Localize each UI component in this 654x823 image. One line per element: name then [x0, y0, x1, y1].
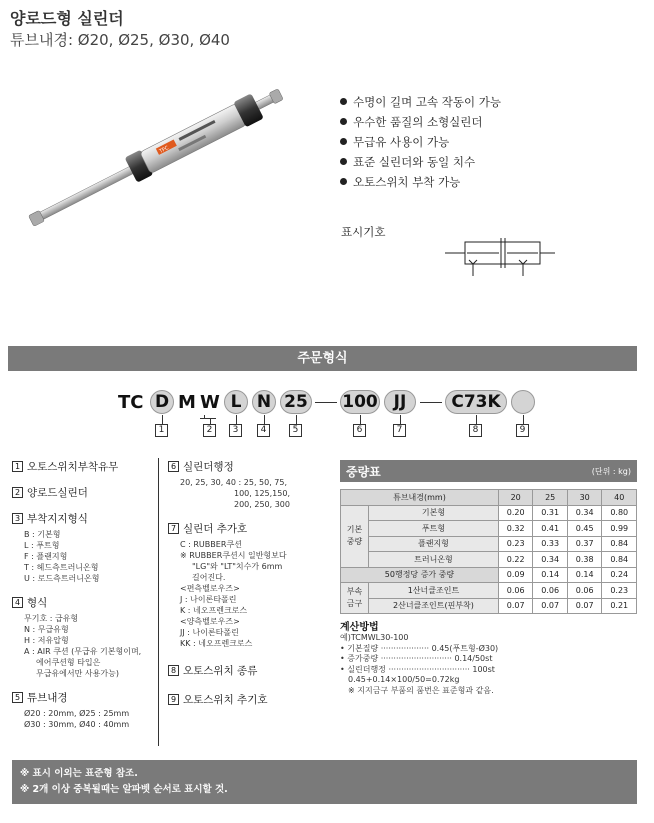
option-item: <편측벨로우즈>	[180, 584, 240, 593]
table-cell: 0.07	[498, 598, 533, 614]
connector-line	[162, 415, 163, 424]
option-item: T : 헤드측트러니온형	[24, 563, 99, 572]
option-item: KK : 네오프렌크로스	[180, 639, 253, 648]
section-title: 튜브내경	[27, 692, 68, 704]
feature-list	[340, 92, 501, 192]
calc-line: ※ 지지금구 부품의 품번은 표준형과 같음.	[348, 685, 494, 695]
bullet-icon	[340, 158, 347, 165]
section-number: 4	[12, 597, 23, 608]
table-header-cell: 40	[602, 490, 637, 506]
option-section	[12, 459, 157, 474]
section-title: 실린더 추가호	[183, 523, 248, 535]
option-item: L : 푸트형	[24, 541, 60, 550]
table-cell: 0.24	[602, 567, 637, 583]
table-cell: 0.09	[498, 567, 533, 583]
table-cell: 0.80	[602, 505, 637, 521]
feature-item: 표준 실린더와 동일 치수	[340, 152, 501, 172]
order-format-header: 주문형식	[8, 346, 637, 371]
bullet-icon	[340, 98, 347, 105]
note-line: ※ 표시 이외는 표준형 참조.	[20, 768, 138, 779]
option-item: B : 기본형	[24, 530, 61, 539]
section-number: 1	[12, 461, 23, 472]
table-cell: 0.41	[533, 521, 568, 537]
table-header-cell: 25	[533, 490, 568, 506]
option-item: 200, 250, 300	[234, 500, 290, 509]
code-number-8: 8	[469, 424, 482, 437]
section-number: 2	[12, 487, 23, 498]
table-cell: 0.07	[567, 598, 602, 614]
table-row	[341, 552, 637, 568]
table-header-cell: 30	[567, 490, 602, 506]
table-cell: 0.84	[602, 536, 637, 552]
table-cell: 0.06	[498, 583, 533, 599]
table-group-cell: 부속 금구	[341, 583, 369, 614]
table-row	[341, 521, 637, 537]
table-label-cell: 기본형	[369, 505, 499, 521]
connector-line	[523, 415, 524, 424]
table-cell: 0.34	[567, 505, 602, 521]
table-row	[341, 583, 637, 599]
weight-table-header	[340, 460, 637, 482]
note-line: ※ 2개 이상 중복될때는 알파벳 순서로 표시할 것.	[20, 784, 228, 795]
table-cell: 0.23	[602, 583, 637, 599]
cylinder-product-image	[10, 88, 300, 228]
feature-item: 수명이 길며 고속 작동이 가능	[340, 92, 501, 112]
code-number-2: 2	[203, 424, 216, 437]
order-options-left	[12, 459, 157, 741]
section-title: 실린더행정	[183, 461, 234, 473]
table-cell: 0.07	[533, 598, 568, 614]
code-number-3: 3	[229, 424, 242, 437]
section-title: 부착지지형식	[27, 513, 88, 525]
code-number-5: 5	[289, 424, 302, 437]
bullet-icon	[340, 118, 347, 125]
section-title: 오토스위치부착유무	[27, 461, 119, 473]
code-w: W	[200, 392, 220, 413]
calc-line: • 기본질량 ··················· 0.45(푸트형-Ø30)	[340, 643, 499, 653]
table-group-cell: 기본 중량	[341, 505, 369, 567]
code-switch: C73K	[445, 390, 507, 414]
code-number-1: 1	[155, 424, 168, 437]
table-label-cell: 1산너클조인트	[369, 583, 499, 599]
option-item: 100, 125,150,	[234, 489, 290, 498]
code-prefix: TC	[118, 392, 144, 413]
table-cell: 0.31	[533, 505, 568, 521]
feature-item: 우수한 품질의 소형실린더	[340, 112, 501, 132]
option-item: F : 플랜지형	[24, 552, 68, 561]
option-section	[12, 595, 157, 679]
product-brand-label: TPC	[158, 145, 170, 155]
notes-box	[12, 760, 637, 804]
option-item: Ø20 : 20mm, Ø25 : 25mm	[24, 709, 130, 718]
code-m: M	[178, 392, 196, 413]
table-cell: 0.99	[602, 521, 637, 537]
option-section	[12, 485, 157, 500]
table-cell: 0.32	[498, 521, 533, 537]
option-item: N : 무급유형	[24, 625, 69, 634]
section-title: 형식	[27, 597, 48, 609]
table-cell: 0.14	[567, 567, 602, 583]
table-row	[341, 536, 637, 552]
code-number-9: 9	[516, 424, 529, 437]
option-item: K : 네오프렌크로스	[180, 606, 248, 615]
table-row	[341, 598, 637, 614]
option-item: 에어쿠션형 타입은	[36, 658, 101, 667]
calc-line: • 증가중량 ···························· 0.14/50st	[340, 654, 493, 663]
table-cell: 0.33	[533, 536, 568, 552]
connector-line	[360, 415, 361, 424]
calc-line: 0.45+0.14×100/50=0.72kg	[348, 675, 460, 684]
table-row	[341, 505, 637, 521]
weight-table	[340, 489, 637, 614]
option-item: 길어진다.	[192, 573, 226, 582]
bullet-icon	[340, 138, 347, 145]
section-number: 3	[12, 513, 23, 524]
feature-item: 오토스위치 부착 가능	[340, 172, 501, 192]
table-label-cell: 트러니온형	[369, 552, 499, 568]
table-cell: 0.06	[567, 583, 602, 599]
connector-line	[400, 415, 401, 424]
connector-line	[200, 418, 216, 419]
column-divider	[158, 458, 159, 746]
code-l: L	[224, 390, 248, 414]
option-item: C : RUBBER쿠션	[180, 540, 242, 549]
calc-title: 계산방법	[340, 622, 379, 633]
code-blank	[511, 390, 535, 414]
table-cell: 0.21	[602, 598, 637, 614]
table-cell: 0.34	[533, 552, 568, 568]
option-item: J : 나이론타폴린	[180, 595, 237, 604]
table-label-cell: 플랜지형	[369, 536, 499, 552]
code-bore: 25	[280, 390, 312, 414]
option-item: A : AIR 쿠션 (무급유 기본형이며,	[24, 647, 142, 656]
calc-line: • 실린더행정 ································ 100st	[340, 664, 495, 674]
table-cell: 0.84	[602, 552, 637, 568]
table-cell: 0.14	[533, 567, 568, 583]
option-item: Ø30 : 30mm, Ø40 : 40mm	[24, 720, 130, 729]
table-row	[341, 567, 637, 583]
weight-table-section	[340, 460, 637, 696]
section-number: 9	[168, 694, 179, 705]
table-label-cell: 2산너클조인트(핀부착)	[369, 598, 499, 614]
option-section	[168, 459, 330, 510]
option-section	[168, 521, 330, 649]
table-cell: 0.37	[567, 536, 602, 552]
connector-line	[296, 415, 297, 424]
page-subtitle: 튜브내경: Ø20, Ø25, Ø30, Ø40	[10, 31, 230, 49]
option-section	[168, 692, 330, 707]
option-item: 무기호 : 급유형	[24, 614, 79, 623]
code-dash	[420, 402, 442, 403]
section-title: 양로드실린더	[27, 487, 88, 499]
option-section	[12, 690, 157, 730]
table-row	[341, 490, 637, 506]
code-n: N	[252, 390, 276, 414]
section-title: 오토스위치 추기호	[183, 694, 268, 706]
section-number: 5	[12, 692, 23, 703]
feature-item: 무급유 사용이 가능	[340, 132, 501, 152]
weight-unit: (단위 : kg)	[591, 467, 631, 476]
order-options-right	[168, 459, 330, 718]
option-item: U : 로드측트러니온형	[24, 574, 100, 583]
option-item: JJ : 나이론타폴린	[180, 628, 239, 637]
code-d: D	[150, 390, 174, 414]
option-item: "LG"와 "LT"치수가 6mm	[192, 562, 283, 571]
section-number: 8	[168, 665, 179, 676]
option-item: H : 저유압형	[24, 636, 69, 645]
option-item: 20, 25, 30, 40 : 25, 50, 75,	[180, 478, 288, 487]
table-label-cell: 푸트형	[369, 521, 499, 537]
code-dash	[315, 402, 337, 403]
connector-line	[476, 415, 477, 424]
option-item: ※ RUBBER쿠션시 일반형보다	[180, 551, 287, 560]
option-item: 무급유에서만 사용가능)	[36, 669, 119, 678]
code-number-4: 4	[257, 424, 270, 437]
option-item: <양측벨로우즈>	[180, 617, 240, 626]
code-number-6: 6	[353, 424, 366, 437]
connector-line	[236, 415, 237, 424]
code-jj: JJ	[384, 390, 416, 414]
table-header-cell: 20	[498, 490, 533, 506]
table-cell: 0.20	[498, 505, 533, 521]
symbol-label: 표시기호	[341, 225, 386, 239]
table-cell: 0.45	[567, 521, 602, 537]
table-cell: 0.22	[498, 552, 533, 568]
section-number: 6	[168, 461, 179, 472]
section-number: 7	[168, 523, 179, 534]
table-label-cell: 50행정당 증가 중량	[341, 567, 499, 583]
cylinder-symbol-icon	[445, 232, 555, 282]
connector-line	[264, 415, 265, 424]
code-stroke: 100	[340, 390, 380, 414]
weight-title: 중량표	[346, 465, 381, 479]
order-code	[0, 380, 654, 440]
table-header-cell: 튜브내경(mm)	[341, 490, 499, 506]
option-section	[12, 511, 157, 584]
section-title: 오토스위치 종류	[183, 665, 258, 677]
table-cell: 0.38	[567, 552, 602, 568]
code-number-7: 7	[393, 424, 406, 437]
bullet-icon	[340, 178, 347, 185]
table-cell: 0.06	[533, 583, 568, 599]
page-title: 양로드형 실린더	[10, 9, 124, 28]
option-section	[168, 663, 330, 678]
table-cell: 0.23	[498, 536, 533, 552]
calc-line: 예)TCMWL30-100	[340, 633, 409, 642]
